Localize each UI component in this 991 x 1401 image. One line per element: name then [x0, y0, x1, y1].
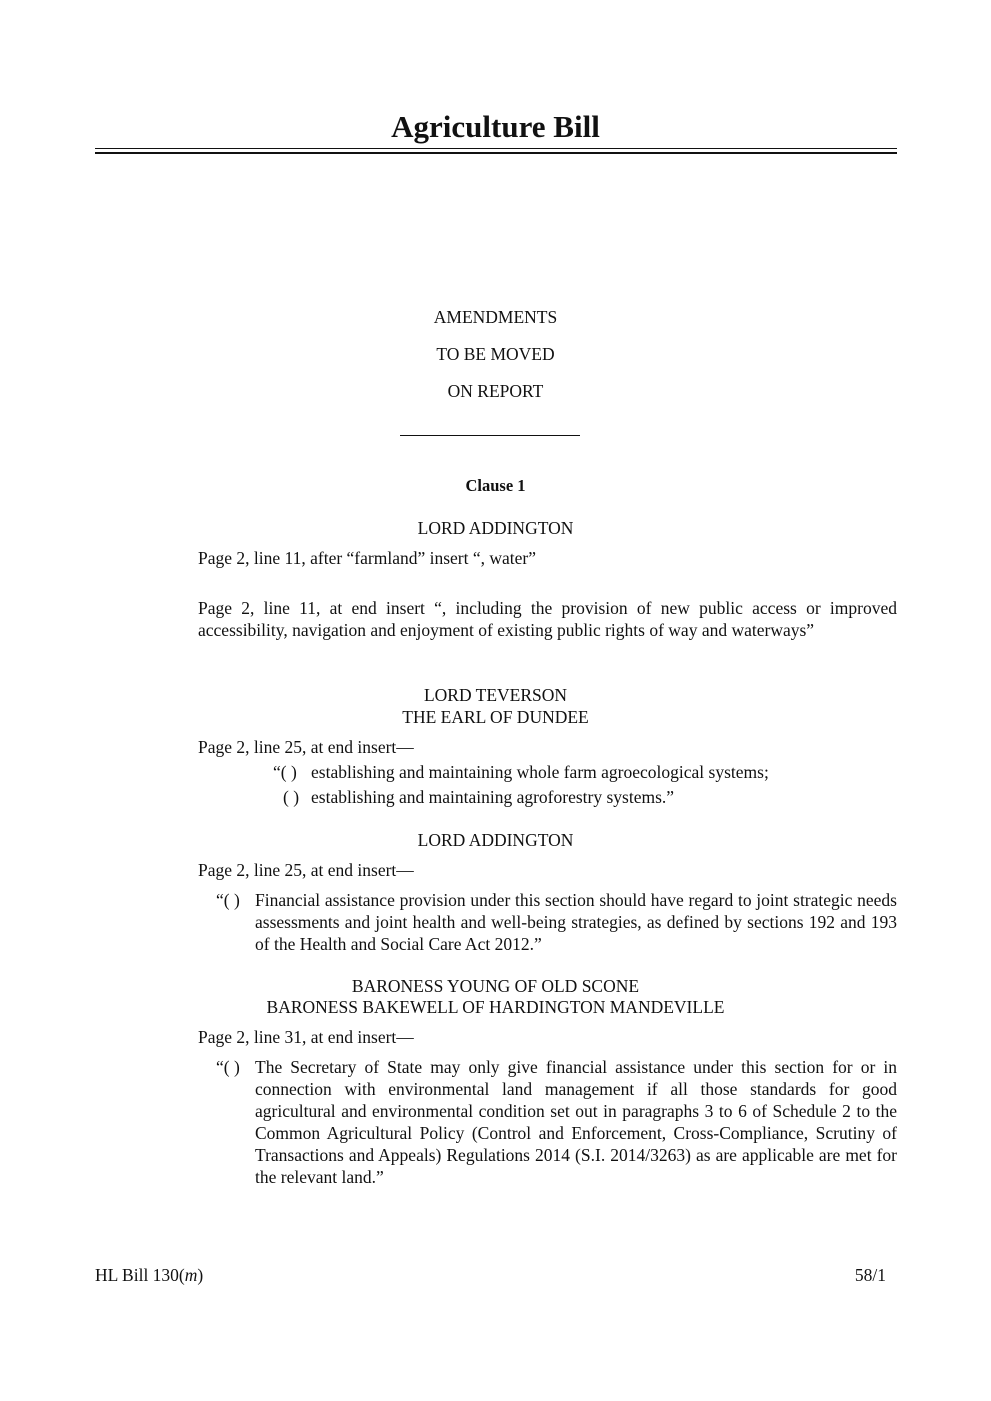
title-rule-bottom [95, 152, 897, 154]
quote-text: Financial assistance provision under this section should have regard to joint strategic needs assessments and joint health and well-being strategies, as defined by sections 192 and 193 of the Health and Social Care Act 2012.” [255, 890, 897, 954]
bill-number-prefix: HL Bill 130( [95, 1265, 185, 1285]
item-marker: ( ) [283, 787, 300, 807]
section-divider [400, 435, 580, 436]
amendment-text: Page 2, line 25, at end insert— [198, 860, 414, 880]
amendment-text: Page 2, line 25, at end insert— [198, 737, 414, 757]
item-text: establishing and maintaining agroforestry systems.” [311, 787, 675, 807]
page-number: 58/1 [854, 1265, 886, 1285]
amendment-text: Page 2, line 11, at end insert “, including the provision of new public access or improved accessibility, navigation and enjoyment of existing public rights of way and waterways” [198, 598, 897, 640]
sponsor-name: BARONESS YOUNG OF OLD SCONE [351, 976, 640, 996]
cover-line: TO BE MOVED [436, 344, 555, 364]
bill-number [95, 1264, 203, 1286]
sponsor-name: LORD ADDINGTON [417, 518, 574, 538]
clause-heading: Clause 1 [465, 476, 526, 495]
sponsor-name: BARONESS BAKEWELL OF HARDINGTON MANDEVILLE [266, 997, 725, 1017]
bill-number-close: ) [197, 1265, 204, 1285]
title-rule-top [95, 148, 897, 149]
sponsor-name: THE EARL OF DUNDEE [402, 707, 589, 727]
cover-line: ON REPORT [447, 381, 544, 401]
quote-marker: “( ) [216, 1057, 240, 1077]
amendment-text: Page 2, line 11, after “farmland” insert “, water” [198, 548, 537, 568]
item-text: establishing and maintaining whole farm agroecological systems; [311, 762, 769, 782]
cover-line: AMENDMENTS [433, 307, 558, 327]
quote-marker: “( ) [216, 890, 240, 910]
sponsor-name: LORD TEVERSON [423, 685, 568, 705]
item-marker: “( ) [273, 762, 297, 782]
sponsor-name: LORD ADDINGTON [417, 830, 574, 850]
document-title: Agriculture Bill [391, 109, 600, 144]
amendment-text: Page 2, line 31, at end insert— [198, 1027, 414, 1047]
quote-text: The Secretary of State may only give financial assistance under this section for or in connection with environmental land management if all those standards for good agricultural and environmental condition set out in paragraphs 3 to 6 of Schedule 2 to the Common Agricultural Policy (Control and Enforcement, Cross-Compliance, Scrutiny of Transactions and Appeals) Regulations 2014 (S.I. 2014/3263) as are applicable are met for the relevant land.” [255, 1057, 897, 1187]
bill-number-suffix: m [184, 1265, 198, 1285]
